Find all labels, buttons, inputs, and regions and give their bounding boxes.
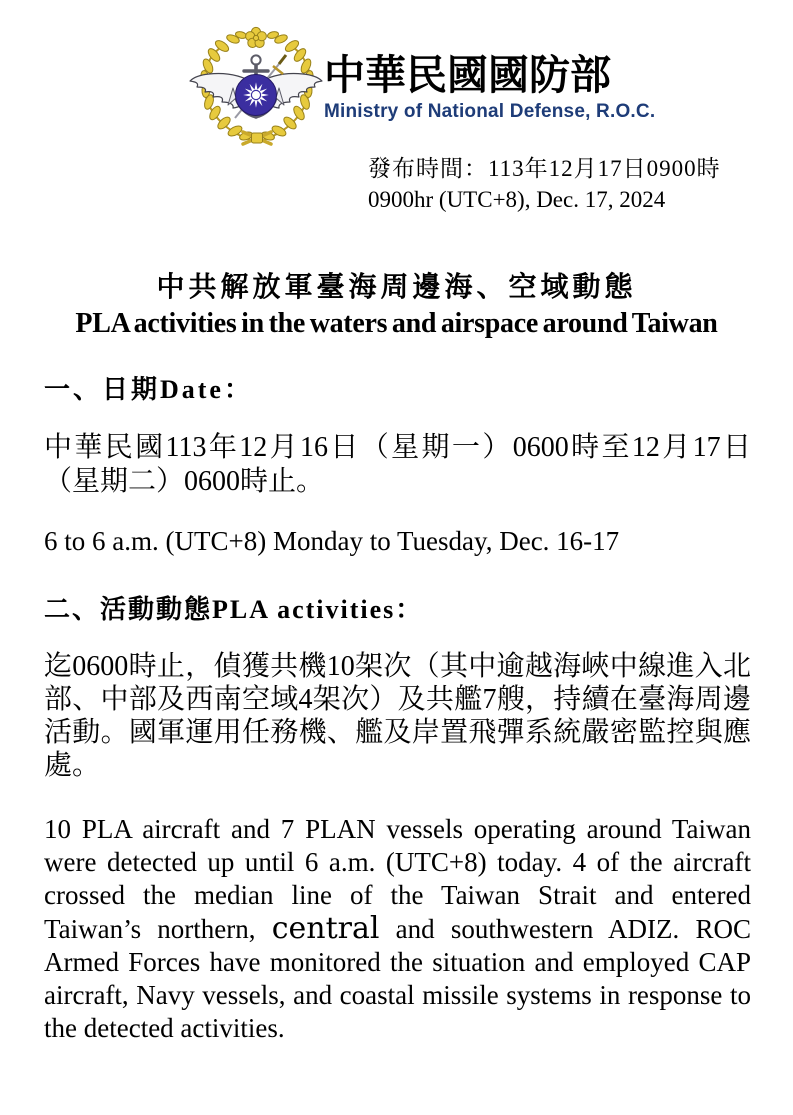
mnd-emblem-icon: [189, 24, 325, 150]
activities-section-heading: 二、活動動態PLA activities：: [44, 595, 424, 624]
date-section-heading: 一、日期Date：: [44, 375, 253, 404]
org-name-en: Ministry of National Defense, R.O.C.: [324, 101, 656, 122]
activities-body-zh: 迄0600時止，偵獲共機10架次（其中逾越海峽中線進入北部、中部及西南空域4架次）及共艦7艘，持續在臺海周邊活動。國軍運用任務機、艦及岸置飛彈系統嚴密監控與應處。: [44, 651, 751, 781]
activities-body-en-part2: and southwestern ADIZ. ROC Armed Forces have monitored the situation and employed CAP aircraft, Navy vessels, and coastal missile systems in response to the detected activities.: [44, 914, 751, 1043]
header-org-names: [324, 52, 654, 123]
release-time-block: [368, 153, 721, 215]
date-body-en: 6 to 6 a.m. (UTC+8) Monday to Tuesday, Dec. 16-17: [44, 526, 620, 556]
release-datetime-en: 0900hr (UTC+8), Dec. 17, 2024: [368, 187, 666, 212]
activities-body-en: [44, 813, 751, 1045]
org-name-zh: 中華民國國防部: [324, 52, 611, 98]
document-title-en: PLA activities in the waters and airspace around Taiwan: [75, 308, 718, 339]
activities-body-en-part1: 10 PLA aircraft and 7 PLAN vessels operating around Taiwan were detected up until 6 a.m. (UTC+8) today. 4 of the aircraft crossed the median line of the Taiwan Strait and entered Taiwan’s northern,: [44, 814, 751, 944]
activities-body-en-emphasis: central: [271, 911, 380, 946]
release-datetime-zh: 發布時間：113年12月17日0900時: [368, 156, 721, 181]
date-body-zh: 中華民國113年12月16日（星期一）0600時至12月17日（星期二）0600時止。: [44, 432, 751, 497]
document-title: [0, 271, 793, 340]
document-title-zh: 中共解放軍臺海周邊海、空域動態: [156, 272, 637, 303]
